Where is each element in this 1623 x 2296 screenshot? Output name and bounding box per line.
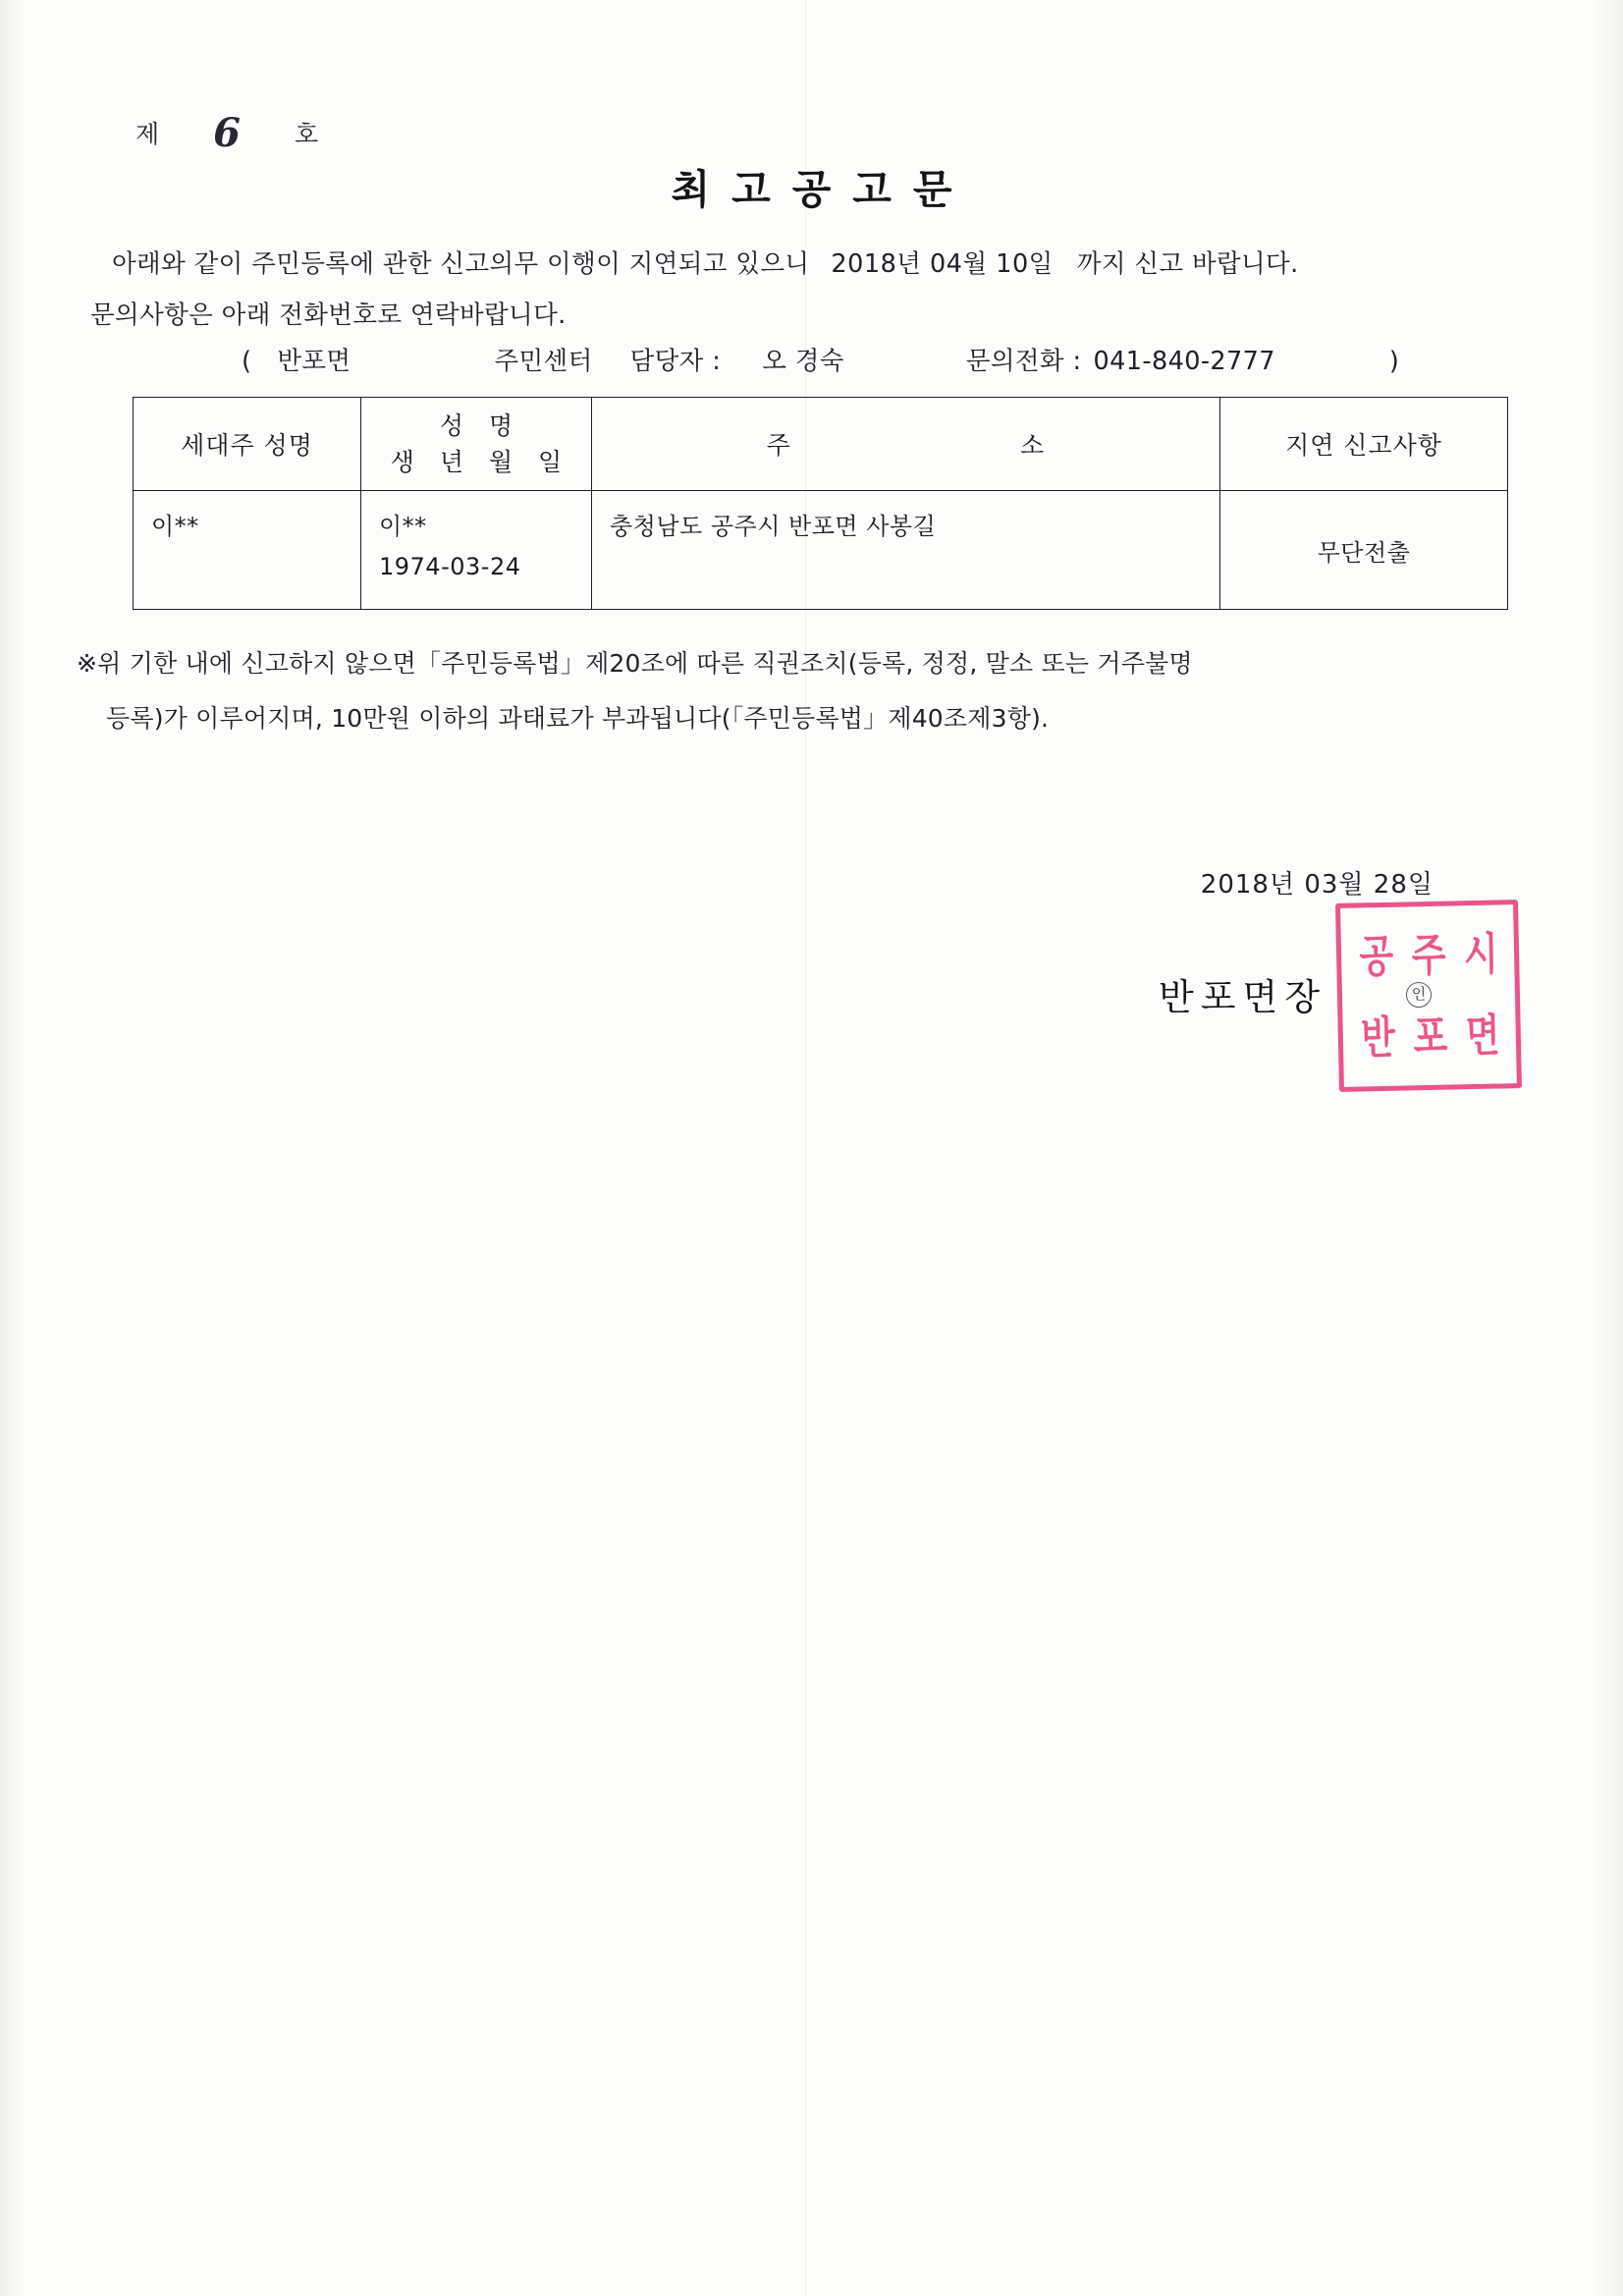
col-header-address bbox=[592, 398, 1220, 491]
col-header-address-ju: 주 bbox=[766, 431, 791, 460]
intro-deadline-date: 2018년 04월 10일 bbox=[831, 249, 1054, 279]
document-number-suffix: 호 bbox=[295, 120, 320, 148]
seal-glyph-4: 포 bbox=[1412, 1010, 1446, 1064]
document-number-value: 6 bbox=[213, 110, 242, 156]
document-number-prefix: 제 bbox=[135, 120, 161, 148]
seal-glyph-1: 주 bbox=[1411, 928, 1445, 982]
col-header-name-birth bbox=[361, 398, 592, 491]
seal-mark-icon: 인 bbox=[1406, 982, 1432, 1008]
cell-delay: 무단전출 bbox=[1220, 491, 1508, 610]
seal-glyph-2: 시 bbox=[1463, 927, 1497, 980]
col-header-birth: 생 년 월 일 bbox=[390, 448, 571, 476]
col-header-address-so: 소 bbox=[1020, 431, 1046, 460]
cell-name-birth bbox=[361, 491, 592, 610]
table-header-row bbox=[134, 398, 1508, 491]
intro-line-1 bbox=[90, 239, 1543, 290]
seal-glyph-3: 반 bbox=[1360, 1011, 1394, 1065]
footnote-line-2: 등록)가 이루어지며, 10만원 이하의 과태료가 부과됩니다(「주민등록법」제40조제3항). bbox=[106, 704, 1050, 733]
intro-text-b: 까지 신고 바랍니다. bbox=[1076, 249, 1299, 279]
contact-tel-label: 문의전화 : bbox=[965, 347, 1082, 376]
contact-charge-name: 오 경숙 bbox=[762, 347, 844, 376]
cell-address: 충청남도 공주시 반포면 사봉길 bbox=[592, 491, 1220, 610]
table-row bbox=[134, 491, 1508, 610]
footnote bbox=[77, 636, 1549, 746]
document-number bbox=[135, 106, 320, 156]
footnote-line-1: ※위 기한 내에 신고하지 않으면「주민등록법」제20조에 따른 직권조치(등록, 정정, 말소 또는 거주불명 bbox=[77, 649, 1193, 678]
seal-glyph-5: 면 bbox=[1465, 1009, 1499, 1062]
document-date: 2018년 03월 28일 bbox=[1200, 870, 1434, 900]
cell-householder: 이** bbox=[134, 491, 361, 610]
signer-title: 반포면장 bbox=[1159, 976, 1326, 1018]
col-header-name: 성 명 bbox=[439, 411, 522, 440]
scan-edge-right bbox=[1594, 0, 1623, 2296]
notice-table-wrapper bbox=[133, 397, 1507, 610]
cell-name: 이** bbox=[379, 513, 427, 540]
seal-glyph-0: 공 bbox=[1358, 930, 1392, 983]
col-header-delay: 지연 신고사항 bbox=[1220, 398, 1508, 491]
contact-tel-number: 041-840-2777 bbox=[1093, 347, 1275, 376]
contact-paren-close: ) bbox=[1388, 347, 1400, 376]
page-title: 최고공고문 bbox=[671, 166, 974, 213]
col-header-householder: 세대주 성명 bbox=[134, 398, 361, 491]
scan-edge-left bbox=[0, 0, 26, 2296]
contact-paren-open: ( bbox=[242, 347, 252, 376]
contact-line bbox=[242, 342, 1399, 377]
contact-charge-label: 담당자 : bbox=[629, 347, 722, 376]
intro-text-a: 아래와 같이 주민등록에 관한 신고의무 이행이 지연되고 있으니 bbox=[112, 249, 810, 279]
intro-line-2: 문의사항은 아래 전화번호로 연락바랍니다. bbox=[90, 301, 567, 330]
contact-center: 주민센터 bbox=[494, 347, 593, 376]
contact-dong: 반포면 bbox=[277, 347, 352, 376]
notice-table bbox=[133, 397, 1508, 610]
intro-paragraph bbox=[90, 239, 1543, 341]
cell-birth: 1974-03-24 bbox=[379, 553, 521, 580]
